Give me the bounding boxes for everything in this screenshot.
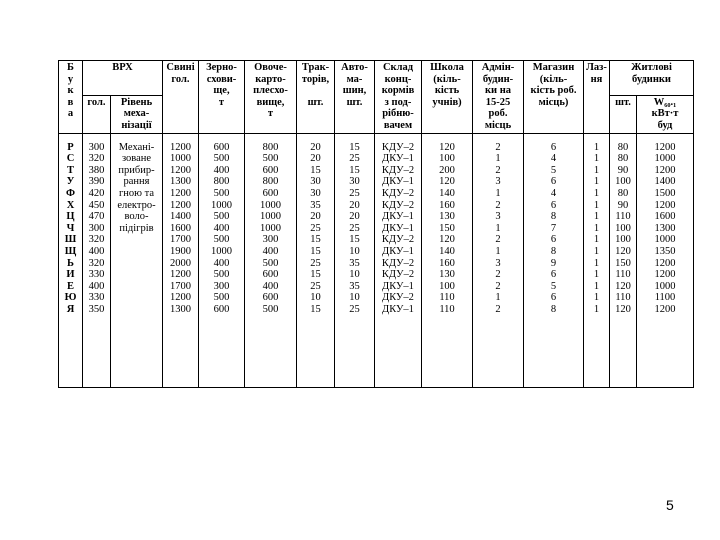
cell-tractors: 30 bbox=[310, 187, 321, 199]
cell-feed: ДКУ–1 bbox=[382, 176, 414, 188]
cell-letters: Ь bbox=[67, 257, 74, 269]
cell-feed: КДУ–2 bbox=[381, 187, 415, 199]
cell-letters: Ч bbox=[66, 222, 75, 234]
column-bathhouse bbox=[584, 133, 610, 387]
cell-bath: 1 bbox=[593, 187, 600, 199]
cell-shop: 4 bbox=[550, 187, 557, 199]
cell-tractors: 25 bbox=[310, 257, 321, 269]
cell-vrh-count: 300 bbox=[88, 222, 105, 234]
cell-pigs: 1900 bbox=[170, 245, 191, 257]
cell-veg: 600 bbox=[262, 269, 279, 281]
cell-cars: 10 bbox=[349, 269, 360, 281]
cell-veg: 800 bbox=[262, 176, 279, 188]
header-housing-count: шт. bbox=[610, 95, 637, 133]
header-grain-storage: Зерно- схови- ще, т bbox=[199, 61, 245, 134]
cell-veg: 600 bbox=[262, 187, 279, 199]
column-grain-storage bbox=[199, 133, 245, 387]
cell-admin: 2 bbox=[495, 280, 501, 292]
cell-pigs: 1200 bbox=[170, 199, 191, 211]
cell-feed: ДКУ–1 bbox=[382, 222, 414, 234]
cell-admin: 1 bbox=[495, 153, 501, 165]
cell-pigs: 1700 bbox=[170, 234, 191, 246]
cell-feed: ДКУ–1 bbox=[382, 153, 414, 165]
cell-housing-power: 1200 bbox=[654, 199, 676, 211]
cell-grain: 400 bbox=[213, 164, 230, 176]
cell-mech: рання bbox=[123, 176, 150, 188]
header-vegetable-storage: Овоче- карто- плесхо- вище, т bbox=[245, 61, 297, 134]
cell-tractors: 15 bbox=[310, 245, 321, 257]
header-region-letters: Б у к в а bbox=[59, 61, 83, 134]
cell-school: 160 bbox=[439, 257, 455, 269]
cell-mech: гною та bbox=[118, 187, 155, 199]
cell-tractors: 35 bbox=[310, 199, 321, 211]
cell-feed: КДУ–2 bbox=[381, 141, 415, 153]
cell-admin: 1 bbox=[495, 187, 501, 199]
column-letters bbox=[59, 133, 83, 387]
cell-cars: 35 bbox=[349, 280, 360, 292]
cell-school: 200 bbox=[439, 164, 455, 176]
cell-admin: 3 bbox=[495, 176, 501, 188]
cell-housing-power: 1400 bbox=[654, 176, 676, 188]
header-shop: Магазин (кіль- кість роб. місць) bbox=[524, 61, 584, 134]
column-vrh-count bbox=[83, 133, 111, 387]
cell-cars: 25 bbox=[349, 222, 360, 234]
cell-cars: 20 bbox=[349, 211, 360, 223]
cell-cars: 10 bbox=[349, 292, 360, 304]
column-cars bbox=[335, 133, 375, 387]
cell-letters: Р bbox=[67, 141, 74, 153]
cell-grain: 500 bbox=[213, 292, 230, 304]
cell-housing-count: 120 bbox=[615, 303, 631, 315]
cell-shop: 5 bbox=[550, 164, 557, 176]
cell-school: 150 bbox=[439, 222, 455, 234]
cell-shop: 5 bbox=[550, 280, 557, 292]
cell-school: 120 bbox=[439, 234, 455, 246]
column-pigs bbox=[163, 133, 199, 387]
cell-feed: КДУ–2 bbox=[381, 164, 415, 176]
cell-letters: Ю bbox=[64, 292, 77, 304]
cell-grain: 600 bbox=[213, 303, 230, 315]
column-admin-buildings bbox=[473, 133, 524, 387]
cell-admin: 3 bbox=[495, 211, 501, 223]
cell-veg: 500 bbox=[262, 303, 279, 315]
cell-vrh-count: 320 bbox=[88, 234, 105, 246]
cell-school: 120 bbox=[439, 141, 455, 153]
cell-veg: 1000 bbox=[260, 199, 281, 211]
cell-veg: 500 bbox=[262, 153, 279, 165]
cell-mech: прибир- bbox=[118, 164, 155, 176]
cell-pigs: 1200 bbox=[170, 141, 191, 153]
cell-housing-power: 1600 bbox=[654, 211, 676, 223]
cell-bath: 1 bbox=[593, 141, 600, 153]
column-vegetable-storage bbox=[245, 133, 297, 387]
cell-pigs: 2000 bbox=[170, 257, 191, 269]
cell-housing-count: 100 bbox=[615, 234, 631, 246]
cell-cars: 25 bbox=[349, 187, 360, 199]
header-pigs: Свині гол. bbox=[163, 61, 199, 134]
cell-vrh-count: 470 bbox=[88, 211, 105, 223]
cell-letters: У bbox=[66, 176, 75, 188]
cell-pigs: 1000 bbox=[170, 153, 191, 165]
cell-vrh-count: 380 bbox=[88, 164, 105, 176]
data-table bbox=[58, 60, 694, 388]
cell-shop: 9 bbox=[550, 257, 557, 269]
cell-tractors: 25 bbox=[310, 280, 321, 292]
cell-housing-power: 1200 bbox=[654, 257, 676, 269]
header-vrh-mechanization: Рівень меха- нізації bbox=[111, 95, 163, 133]
cell-grain: 800 bbox=[213, 176, 230, 188]
cell-cars: 25 bbox=[349, 303, 360, 315]
cell-grain: 500 bbox=[213, 269, 230, 281]
cell-admin: 2 bbox=[495, 269, 501, 281]
cell-housing-power: 1200 bbox=[654, 269, 676, 281]
cell-veg: 600 bbox=[262, 164, 279, 176]
cell-feed: ДКУ–2 bbox=[382, 292, 414, 304]
cell-shop: 6 bbox=[550, 234, 557, 246]
cell-housing-power: 1000 bbox=[654, 153, 676, 165]
cell-mech: воло- bbox=[124, 211, 149, 223]
cell-admin: 2 bbox=[495, 234, 501, 246]
cell-feed: КДУ–2 bbox=[381, 269, 415, 281]
cell-pigs: 1300 bbox=[170, 303, 191, 315]
cell-housing-count: 110 bbox=[615, 292, 631, 304]
cell-admin: 3 bbox=[495, 257, 501, 269]
cell-admin: 2 bbox=[495, 141, 501, 153]
cell-letters: Х bbox=[66, 199, 75, 211]
cell-pigs: 1600 bbox=[170, 222, 191, 234]
cell-mech: Механі- bbox=[118, 141, 155, 153]
cell-veg: 600 bbox=[262, 292, 279, 304]
column-housing-count bbox=[610, 133, 637, 387]
cell-shop: 8 bbox=[550, 303, 557, 315]
cell-letters: Щ bbox=[64, 245, 77, 257]
cell-vrh-count: 320 bbox=[88, 257, 105, 269]
cell-tractors: 15 bbox=[310, 269, 321, 281]
cell-bath: 1 bbox=[593, 199, 600, 211]
cell-housing-power: 1300 bbox=[654, 222, 676, 234]
cell-cars: 15 bbox=[349, 141, 360, 153]
cell-housing-count: 80 bbox=[617, 187, 629, 199]
cell-cars: 15 bbox=[349, 234, 360, 246]
header-school: Школа (кіль- кість учнів) bbox=[422, 61, 473, 134]
cell-bath: 1 bbox=[593, 292, 600, 304]
cell-bath: 1 bbox=[593, 164, 600, 176]
column-mechanization bbox=[111, 133, 163, 387]
column-housing-power bbox=[637, 133, 694, 387]
cell-vrh-count: 420 bbox=[88, 187, 105, 199]
cell-bath: 1 bbox=[593, 222, 600, 234]
cell-housing-power: 1200 bbox=[654, 164, 676, 176]
cell-bath: 1 bbox=[593, 234, 600, 246]
cell-tractors: 25 bbox=[310, 222, 321, 234]
cell-cars: 30 bbox=[349, 176, 360, 188]
cell-veg: 1000 bbox=[260, 211, 281, 223]
column-school bbox=[422, 133, 473, 387]
cell-school: 110 bbox=[439, 303, 455, 315]
cell-vrh-count: 330 bbox=[88, 292, 105, 304]
header-housing-power: W₆₀.₁ кВт·т буд bbox=[637, 95, 694, 133]
cell-tractors: 10 bbox=[310, 292, 321, 304]
header-tractors: Трак- торів, шт. bbox=[297, 61, 335, 134]
cell-school: 110 bbox=[439, 292, 455, 304]
cell-cars: 10 bbox=[349, 245, 360, 257]
cell-cars: 20 bbox=[349, 199, 360, 211]
cell-pigs: 1700 bbox=[170, 280, 191, 292]
cell-shop: 4 bbox=[550, 153, 557, 165]
cell-veg: 400 bbox=[262, 280, 279, 292]
cell-vrh-count: 320 bbox=[88, 153, 105, 165]
header-vrh-count: гол. bbox=[83, 95, 111, 133]
cell-housing-count: 150 bbox=[615, 257, 631, 269]
cell-housing-count: 110 bbox=[615, 211, 631, 223]
cell-school: 120 bbox=[439, 176, 455, 188]
cell-housing-power: 1350 bbox=[654, 245, 676, 257]
cell-bath: 1 bbox=[593, 211, 600, 223]
cell-pigs: 1200 bbox=[170, 292, 191, 304]
cell-pigs: 1300 bbox=[170, 176, 191, 188]
cell-feed: КДУ–2 bbox=[381, 199, 415, 211]
header-bathhouse: Лаз- ня bbox=[584, 61, 610, 134]
cell-feed: КДУ–2 bbox=[381, 234, 415, 246]
cell-housing-power: 1200 bbox=[654, 303, 676, 315]
cell-housing-count: 120 bbox=[615, 280, 631, 292]
cell-veg: 500 bbox=[262, 257, 279, 269]
cell-housing-count: 120 bbox=[615, 245, 631, 257]
cell-school: 140 bbox=[439, 187, 455, 199]
cell-vrh-count: 390 bbox=[88, 176, 105, 188]
cell-letters: Ш bbox=[64, 234, 77, 246]
cell-housing-power: 1000 bbox=[654, 280, 676, 292]
cell-mech: електро- bbox=[117, 199, 156, 211]
cell-housing-power: 1500 bbox=[654, 187, 676, 199]
cell-housing-count: 80 bbox=[617, 141, 629, 153]
cell-housing-count: 90 bbox=[617, 199, 629, 211]
cell-grain: 500 bbox=[213, 187, 230, 199]
cell-feed: ДКУ–1 bbox=[382, 211, 414, 223]
cell-school: 140 bbox=[439, 245, 455, 257]
cell-housing-count: 80 bbox=[617, 153, 629, 165]
cell-school: 130 bbox=[439, 211, 455, 223]
cell-grain: 500 bbox=[213, 211, 230, 223]
cell-mech: підігрів bbox=[119, 222, 154, 234]
cell-vrh-count: 450 bbox=[88, 199, 105, 211]
cell-grain: 500 bbox=[213, 153, 230, 165]
cell-cars: 15 bbox=[349, 164, 360, 176]
cell-school: 130 bbox=[439, 269, 455, 281]
cell-pigs: 1200 bbox=[170, 187, 191, 199]
cell-feed: КДУ–2 bbox=[381, 257, 415, 269]
cell-shop: 8 bbox=[550, 245, 557, 257]
cell-bath: 1 bbox=[593, 303, 600, 315]
cell-shop: 8 bbox=[550, 211, 557, 223]
cell-pigs: 1400 bbox=[170, 211, 191, 223]
cell-grain: 1000 bbox=[211, 199, 232, 211]
header-feed-warehouse: Склад конц- кормів з под- рібню- вачем bbox=[375, 61, 422, 134]
cell-pigs: 1200 bbox=[170, 164, 191, 176]
cell-veg: 400 bbox=[262, 245, 279, 257]
cell-admin: 2 bbox=[495, 303, 501, 315]
cell-tractors: 30 bbox=[310, 176, 321, 188]
header-cars: Авто- ма- шин, шт. bbox=[335, 61, 375, 134]
cell-bath: 1 bbox=[593, 280, 600, 292]
cell-feed: ДКУ–1 bbox=[382, 303, 414, 315]
cell-bath: 1 bbox=[593, 176, 600, 188]
cell-grain: 400 bbox=[213, 257, 230, 269]
cell-feed: ДКУ–1 bbox=[382, 245, 414, 257]
cell-veg: 800 bbox=[262, 141, 279, 153]
cell-housing-power: 1100 bbox=[654, 292, 676, 304]
cell-tractors: 20 bbox=[310, 153, 321, 165]
cell-grain: 400 bbox=[213, 222, 230, 234]
cell-shop: 6 bbox=[550, 199, 557, 211]
cell-admin: 2 bbox=[495, 199, 501, 211]
cell-housing-power: 1000 bbox=[654, 234, 676, 246]
column-feed-warehouse bbox=[375, 133, 422, 387]
cell-housing-power: 1200 bbox=[654, 141, 676, 153]
cell-letters: Т bbox=[66, 164, 74, 176]
cell-shop: 6 bbox=[550, 269, 557, 281]
cell-tractors: 15 bbox=[310, 234, 321, 246]
cell-vrh-count: 400 bbox=[88, 280, 105, 292]
cell-mech: зоване bbox=[121, 153, 152, 165]
cell-grain: 1000 bbox=[211, 245, 232, 257]
cell-vrh-count: 350 bbox=[88, 303, 105, 315]
cell-pigs: 1200 bbox=[170, 269, 191, 281]
cell-veg: 1000 bbox=[260, 222, 281, 234]
cell-bath: 1 bbox=[593, 269, 600, 281]
cell-tractors: 15 bbox=[310, 303, 321, 315]
cell-shop: 6 bbox=[550, 141, 557, 153]
cell-cars: 35 bbox=[349, 257, 360, 269]
cell-bath: 1 bbox=[593, 245, 600, 257]
cell-feed: ДКУ–1 bbox=[382, 280, 414, 292]
cell-vrh-count: 300 bbox=[88, 141, 105, 153]
cell-letters: С bbox=[66, 153, 75, 165]
cell-housing-count: 110 bbox=[615, 269, 631, 281]
cell-admin: 1 bbox=[495, 292, 501, 304]
cell-letters: И bbox=[66, 269, 75, 281]
cell-housing-count: 100 bbox=[615, 222, 631, 234]
cell-tractors: 20 bbox=[310, 141, 321, 153]
cell-tractors: 20 bbox=[310, 211, 321, 223]
cell-shop: 6 bbox=[550, 176, 557, 188]
column-tractors bbox=[297, 133, 335, 387]
cell-admin: 1 bbox=[495, 245, 501, 257]
cell-tractors: 15 bbox=[310, 164, 321, 176]
column-shop bbox=[524, 133, 584, 387]
cell-letters: Е bbox=[66, 280, 74, 292]
cell-grain: 300 bbox=[213, 280, 230, 292]
cell-cars: 25 bbox=[349, 153, 360, 165]
cell-shop: 6 bbox=[550, 292, 557, 304]
cell-veg: 300 bbox=[262, 234, 279, 246]
cell-vrh-count: 400 bbox=[88, 245, 105, 257]
header-admin-buildings: Адмін- будин- ки на 15-25 роб. місць bbox=[473, 61, 524, 134]
cell-school: 100 bbox=[439, 153, 455, 165]
cell-letters: Ц bbox=[66, 211, 75, 223]
cell-school: 100 bbox=[439, 280, 455, 292]
cell-shop: 7 bbox=[550, 222, 557, 234]
cell-grain: 600 bbox=[213, 141, 230, 153]
cell-admin: 2 bbox=[495, 164, 501, 176]
cell-letters: Ф bbox=[65, 187, 76, 199]
cell-bath: 1 bbox=[593, 153, 600, 165]
cell-grain: 500 bbox=[213, 234, 230, 246]
cell-housing-count: 100 bbox=[615, 176, 631, 188]
cell-housing-count: 90 bbox=[617, 164, 629, 176]
cell-school: 160 bbox=[439, 199, 455, 211]
page-number: 5 bbox=[666, 497, 674, 513]
cell-admin: 1 bbox=[495, 222, 501, 234]
cell-letters: Я bbox=[66, 303, 75, 315]
header-vrh: ВРХ bbox=[83, 61, 163, 96]
cell-vrh-count: 330 bbox=[88, 269, 105, 281]
header-housing: Житлові будинки bbox=[610, 61, 694, 96]
cell-bath: 1 bbox=[593, 257, 600, 269]
